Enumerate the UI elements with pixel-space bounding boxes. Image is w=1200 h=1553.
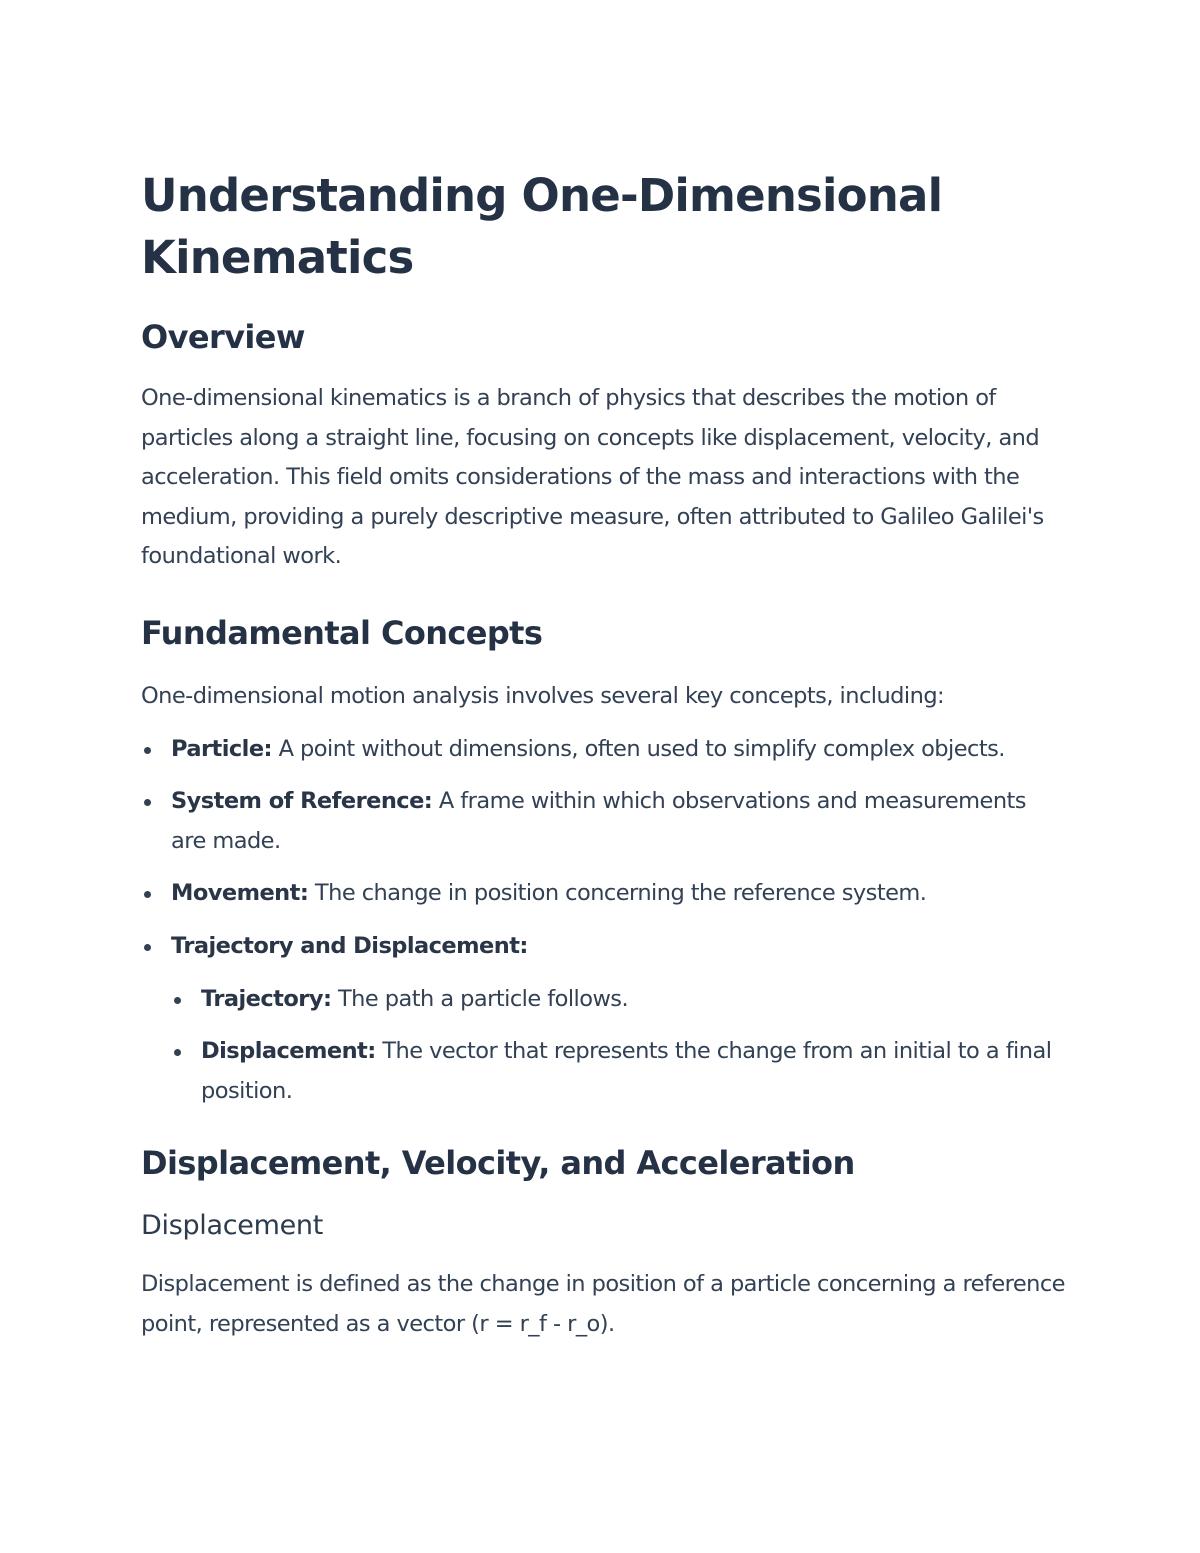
list-item-particle bbox=[141, 730, 1066, 770]
list-item-text: The vector that represents the change from an initial to a final position. bbox=[201, 1038, 1052, 1104]
fundamental-concepts-intro: One-dimensional motion analysis involves several key concepts, including: bbox=[141, 682, 945, 709]
displacement-paragraph: Displacement is defined as the change in position of a particle concerning a reference point, represented as a vector (r = r_f - r_o). bbox=[141, 1271, 1065, 1337]
list-item-text: A point without dimensions, often used to simplify complex objects. bbox=[272, 735, 1005, 762]
bullet-icon bbox=[144, 747, 151, 754]
sub-concepts-list bbox=[171, 980, 1066, 1112]
bullet-icon bbox=[144, 944, 151, 951]
bullet-icon bbox=[174, 1049, 181, 1056]
sub-list-item-trajectory bbox=[171, 980, 1066, 1020]
list-item-movement bbox=[141, 874, 1066, 914]
overview-heading: Overview bbox=[141, 318, 305, 356]
list-item-term: Displacement: bbox=[201, 1038, 376, 1065]
list-item-system-of-reference bbox=[141, 782, 1066, 861]
dva-heading: Displacement, Velocity, and Acceleration bbox=[141, 1144, 855, 1183]
list-item-text: The change in position concerning the reference system. bbox=[308, 880, 927, 907]
bullet-icon bbox=[174, 997, 181, 1004]
overview-paragraph: One-dimensional kinematics is a branch of physics that describes the motion of particles along a straight line, focusing on concepts like displacement, velocity, and acceleration. This field omits considerations of the mass and interactions with the medium, providing a purely descriptive measure, often attributed to Galileo Galilei's foundational work. bbox=[141, 385, 1044, 570]
list-item-term: System of Reference: bbox=[171, 788, 433, 815]
bullet-icon bbox=[144, 891, 151, 898]
list-item-text: The path a particle follows. bbox=[331, 985, 629, 1012]
list-item-term: Trajectory: bbox=[201, 985, 332, 1012]
list-item-term: Trajectory and Displacement: bbox=[171, 932, 528, 959]
bullet-icon bbox=[144, 799, 151, 806]
fundamental-concepts-heading: Fundamental Concepts bbox=[141, 613, 543, 652]
concepts-list bbox=[141, 730, 1066, 1112]
displacement-subheading: Displacement bbox=[141, 1210, 324, 1242]
document-page bbox=[141, 165, 1066, 1345]
list-item-text: A frame within which observations and measurements are made. bbox=[171, 788, 1026, 854]
sub-list-item-displacement bbox=[171, 1032, 1066, 1111]
list-item-trajectory-and-displacement bbox=[141, 927, 1066, 1111]
list-item-term: Particle: bbox=[171, 735, 272, 762]
list-item-term: Movement: bbox=[171, 880, 309, 907]
document-title: Understanding One-Dimensional Kinematics bbox=[141, 169, 943, 284]
